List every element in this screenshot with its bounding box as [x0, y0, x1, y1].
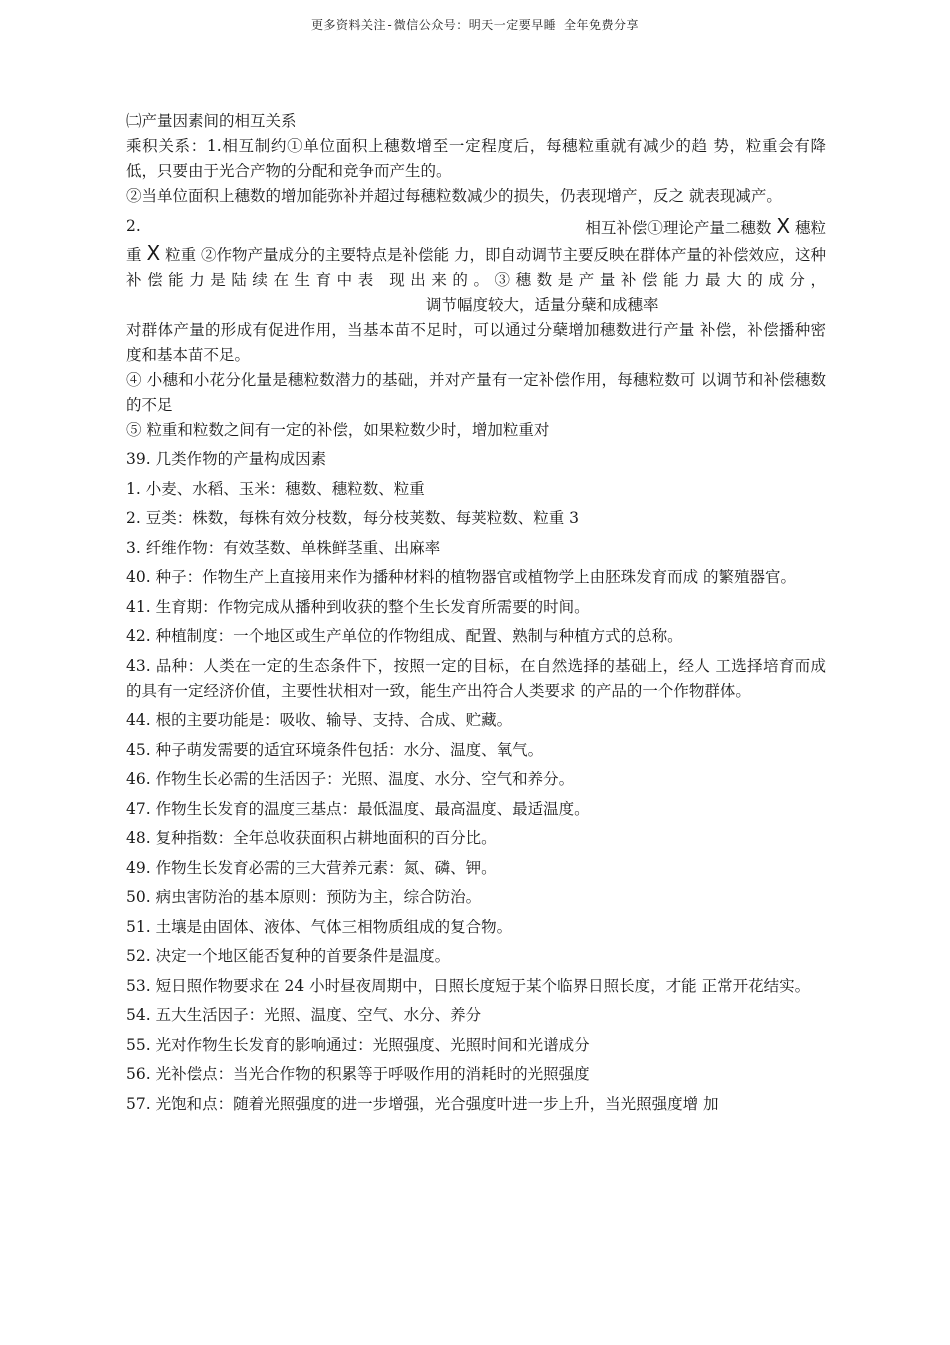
compensation-body: [126, 241, 826, 318]
paragraph-product-relation: 乘积关系：1.相互制约①单位面积上穗数增至一定程度后，每穗粒重就有减少的趋 势，粒重会有降低，只要由于光合产物的分配和竞争而产生的。: [126, 137, 826, 180]
compensation-first-line: [126, 214, 826, 241]
multiply-sign-2: X: [146, 240, 161, 265]
item-40: 40. 种子：作物生产上直接用来作为播种材料的植物器官或植物学上由胚珠发育而成 的繁殖器官。: [126, 568, 797, 586]
item-46: 46. 作物生长必需的生活因子：光照、温度、水分、空气和养分。: [126, 770, 575, 788]
multiply-sign: X: [776, 213, 791, 238]
item-45: 45. 种子萌发需要的适宜环境条件包括：水分、温度、氧气。: [126, 740, 544, 759]
section-title: ㈡产量因素间的相互关系: [126, 112, 297, 130]
compensation-block: [126, 214, 826, 368]
item-50: 50. 病虫害防治的基本原则：预防为主，综合防治。: [126, 888, 482, 906]
item-48: 48. 复种指数：全年总收获面积占耕地面积的百分比。: [126, 829, 497, 847]
paragraph-item-4: ④ 小穗和小花分化量是穗粒数潜力的基础，并对产量有一定补偿作用，每穗粒数可 以调节和补偿穗数的不足: [126, 370, 826, 414]
item-44: 44. 根的主要功能是：吸收、输导、支持、合成、贮藏。: [126, 711, 513, 729]
item-39: 39. 几类作物的产量构成因素: [126, 450, 327, 468]
item-51: 51. 土壤是由固体、液体、气体三相物质组成的复合物。: [126, 917, 513, 936]
item-39-3: 3. 纤维作物：有效茎数、单株鲜茎重、出麻率: [126, 538, 441, 557]
compensation-number: 2.: [126, 216, 141, 235]
item-55: 55. 光对作物生长发育的影响通过：光照强度、光照时间和光谱成分: [126, 1035, 590, 1054]
compensation-heading-text: 相互补偿①理论产量: [585, 218, 725, 237]
ears-term: 穗数: [740, 218, 772, 237]
compensation-continued: 对群体产量的形成有促进作用，当基本苗不足时，可以通过分蘖增加穗数进行产量 补偿，补偿播种密度和基本苗不足。: [126, 320, 826, 364]
item-53: 53. 短日照作物要求在 24 小时昼夜周期中，日照长度短于某个临界日照长度，才能 正常开花结实。: [126, 976, 811, 995]
compensation-heading: [585, 214, 826, 241]
grains-term: 穗粒: [794, 218, 826, 237]
paragraph-item-5: ⑤ 粒重和粒数之间有一定的补偿，如果粒数少时，增加粒重对: [126, 420, 550, 439]
item-47: 47. 作物生长发育的温度三基点：最低温度、最高温度、最适温度。: [126, 799, 590, 818]
item-56: 56. 光补偿点：当光合作物的积累等于呼吸作用的消耗时的光照强度: [126, 1065, 590, 1083]
equals-sign: 二: [724, 218, 741, 237]
item-39-2: 2. 豆类：株数，每株有效分枝数，每分枝荚数、每荚粒数、粒重 3: [126, 509, 580, 527]
weight-term: 重: [126, 245, 142, 264]
item-43: 43. 品种：人类在一定的生态条件下，按照一定的目标，在自然选择的基础上，经人 工选择培育而成的具有一定经济价值，主要性状相对一致，能生产出符合人类要求 的产品的一个作物群体。: [126, 656, 826, 700]
item-49: 49. 作物生长发育必需的三大营养元素：氮、磷、钾。: [126, 858, 497, 877]
paragraph-product-relation-2: ②当单位面积上穗数的增加能弥补并超过每穗粒数减少的损失，仍表现增产，反之 就表现减产。: [126, 187, 782, 205]
item-52: 52. 决定一个地区能否复种的首要条件是温度。: [126, 947, 451, 965]
item-42: 42. 种植制度：一个地区或生产单位的作物组成、配置、熟制与种植方式的总称。: [126, 627, 683, 645]
compensation-text-right: 调节幅度较大，适量分蘖和成穗率: [426, 295, 659, 314]
document-body: [126, 109, 826, 1121]
compensation-text: 粒重 ②作物产量成分的主要特点是补偿能 力，即自动调节主要反映在群体产量的补偿效应，这种补偿能力是陆续在生育中表 现出来的。③穗数是产量补偿能力最大的成分，: [126, 245, 826, 289]
page-header: 更多资料关注-微信公众号：明天一定要早睡 全年免费分享: [311, 18, 639, 32]
item-54: 54. 五大生活因子：光照、温度、空气、水分、养分: [126, 1006, 482, 1024]
item-41: 41. 生育期：作物完成从播种到收获的整个生长发育所需要的时间。: [126, 597, 590, 616]
item-57: 57. 光饱和点：随着光照强度的进一步增强，光合强度叶进一步上升，当光照强度增 加: [126, 1094, 719, 1113]
item-39-1: 1. 小麦、水稻、玉米：穗数、穗粒数、粒重: [126, 479, 425, 498]
